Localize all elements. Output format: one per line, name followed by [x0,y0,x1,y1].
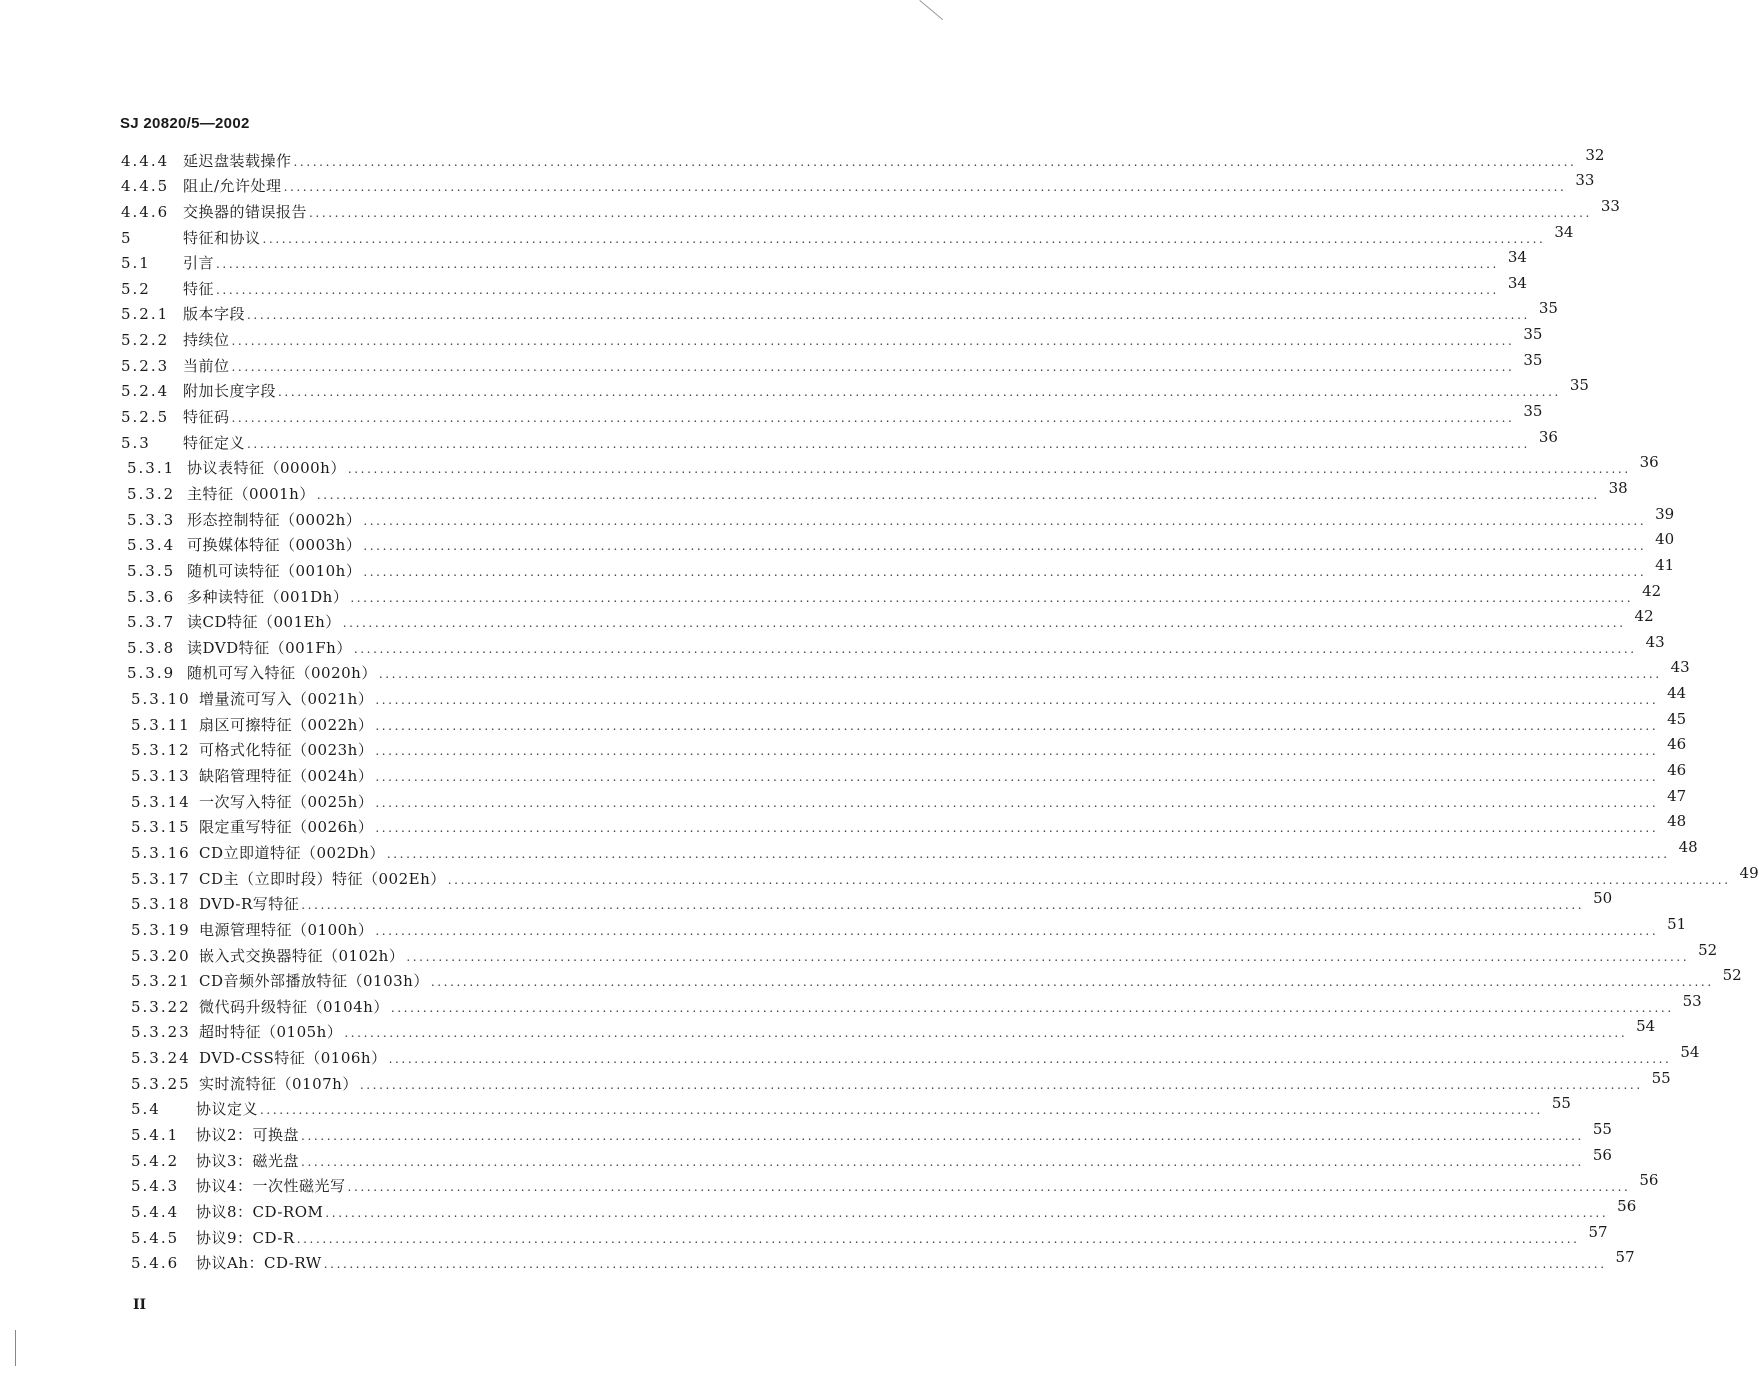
toc-entry-title: 协议8：CD-ROM [196,1202,324,1221]
table-of-contents [0,144,1759,1273]
toc-entry-page: 36 [1538,427,1558,446]
toc-entry-title: 可换媒体特征（0003h） [187,536,362,555]
toc-entry-number: 5.3.19 [131,920,191,939]
toc-entry-page: 35 [1538,299,1558,318]
toc-entry[interactable] [127,477,1628,503]
toc-entry-page: 51 [1667,914,1687,933]
toc-entry-number: 5.3.9 [127,664,176,683]
toc-entry-title: 协议4：一次性磁光写 [196,1177,346,1196]
toc-entry-title: 阻止/允许处理 [183,177,282,196]
toc-entry-number: 5.3.23 [131,1023,191,1042]
toc-dot-leader: ........................................................................................................................................................................................................ [375,795,1659,810]
toc-dot-leader: ........................................................................................................................................................................................................ [231,411,1515,426]
toc-entry-title: 协议3：磁光盘 [196,1151,300,1170]
toc-entry-page: 39 [1655,504,1675,523]
toc-entry[interactable] [121,144,1605,170]
toc-entry[interactable] [127,503,1675,529]
toc-dot-leader: ........................................................................................................................................................................................................ [247,436,1530,451]
toc-entry[interactable] [121,170,1595,196]
toc-entry[interactable] [131,1093,1571,1119]
toc-entry[interactable] [131,785,1687,811]
toc-dot-leader: ........................................................................................................................................................................................................ [344,1026,1628,1041]
toc-dot-leader: ........................................................................................................................................................................................................ [363,539,1647,554]
toc-entry-page: 50 [1593,889,1613,908]
toc-dot-leader: ........................................................................................................................................................................................................ [301,1128,1584,1143]
toc-entry-title: 版本字段 [183,305,246,324]
toc-dot-leader: ........................................................................................................................................................................................................ [262,231,1546,246]
toc-entry-title: 随机可读特征（0010h） [187,561,362,580]
toc-entry-title: 协议表特征（0000h） [187,459,346,478]
toc-entry-title: 读CD特征（001Eh） [187,613,341,632]
toc-entry[interactable] [131,1247,1635,1273]
toc-dot-leader: ........................................................................................................................................................................................................ [216,282,1499,297]
toc-entry[interactable] [131,913,1687,939]
toc-entry-title: 增量流可写入（0021h） [199,690,374,709]
toc-entry-number: 5.3.14 [131,792,191,811]
toc-entry-page: 43 [1670,658,1690,677]
toc-dot-leader: ........................................................................................................................................................................................................ [325,1205,1609,1220]
toc-entry-title: 可格式化特征（0023h） [199,741,374,760]
toc-entry-page: 34 [1554,222,1574,241]
toc-entry-number: 5 [121,228,133,247]
toc-entry-page: 52 [1698,940,1718,959]
toc-dot-leader: ........................................................................................................................................................................................................ [247,308,1530,323]
toc-entry[interactable] [121,272,1527,298]
toc-entry-page: 35 [1523,350,1543,369]
toc-entry-page: 34 [1507,273,1527,292]
toc-entry-number: 5.4.1 [131,1125,180,1144]
toc-entry-page: 48 [1667,812,1687,831]
toc-dot-leader: ........................................................................................................................................................................................................ [278,385,1561,400]
toc-dot-leader: ........................................................................................................................................................................................................ [375,693,1659,708]
scan-corner-mark [919,0,943,20]
toc-dot-leader: ........................................................................................................................................................................................................ [375,923,1659,938]
toc-entry-number: 5.3.13 [131,767,191,786]
toc-entry-page: 38 [1608,478,1628,497]
toc-entry-title: 随机可写入特征（0020h） [187,664,377,683]
toc-entry-number: 5.4 [131,1100,161,1119]
toc-entry[interactable] [131,1118,1612,1144]
toc-dot-leader: ........................................................................................................................................................................................................ [363,564,1647,579]
toc-entry-title: 读DVD特征（001Fh） [187,638,352,657]
toc-dot-leader: ........................................................................................................................................................................................................ [375,821,1659,836]
toc-entry[interactable] [131,990,1702,1016]
scan-edge-mark [15,1330,16,1366]
toc-entry-title: CD音频外部播放特征（0103h） [199,972,429,991]
toc-entry-title: 当前位 [183,356,230,375]
toc-entry[interactable] [131,1170,1659,1196]
toc-dot-leader: ........................................................................................................................................................................................................ [260,1103,1543,1118]
toc-entry-page: 42 [1642,581,1662,600]
toc-entry-title: 交换器的错误报告 [183,202,308,221]
toc-entry-page: 54 [1636,1017,1656,1036]
toc-entry-title: 扇区可擦特征（0022h） [199,715,374,734]
toc-entry-page: 36 [1639,453,1659,472]
toc-entry-page: 56 [1592,1145,1612,1164]
toc-entry-number: 5.3.10 [131,690,191,709]
toc-entry-number: 5.4.5 [131,1228,180,1247]
toc-entry-page: 42 [1634,607,1654,626]
toc-entry[interactable] [131,965,1742,991]
toc-entry[interactable] [121,221,1574,247]
toc-dot-leader: ........................................................................................................................................................................................................ [430,975,1714,990]
toc-entry[interactable] [127,631,1665,657]
toc-entry[interactable] [131,1067,1671,1093]
toc-entry-number: 5.2.4 [121,382,170,401]
page-number: II [133,1297,147,1313]
toc-entry[interactable] [121,375,1589,401]
toc-entry-number: 5.4.6 [131,1254,180,1273]
toc-entry-number: 5.4.3 [131,1177,180,1196]
toc-entry-title: 附加长度字段 [183,382,277,401]
toc-entry-title: 协议定义 [196,1100,259,1119]
toc-entry-number: 5.3.8 [127,638,176,657]
toc-entry-title: 多种读特征（001Dh） [187,587,349,606]
toc-entry-number: 5.2.5 [121,408,170,427]
toc-dot-leader: ........................................................................................................................................................................................................ [359,1077,1643,1092]
toc-entry[interactable] [121,400,1543,427]
toc-entry-number: 5.4.2 [131,1151,180,1170]
toc-dot-leader: ........................................................................................................................................................................................................ [386,846,1670,861]
toc-entry-page: 32 [1585,145,1605,164]
toc-dot-leader: ........................................................................................................................................................................................................ [447,872,1731,887]
toc-entry-number: 5.3.21 [131,972,191,991]
toc-entry[interactable] [131,862,1759,888]
toc-entry-title: 电源管理特征（0100h） [199,920,374,939]
toc-entry-page: 45 [1667,709,1687,728]
toc-entry-title: 微代码升级特征（0104h） [199,997,389,1016]
toc-entry[interactable] [131,1195,1637,1221]
toc-entry-number: 5.3.24 [131,1049,191,1068]
toc-entry-title: 延迟盘装载操作 [183,151,292,170]
toc-entry-page: 35 [1523,325,1543,344]
toc-entry[interactable] [131,734,1687,760]
toc-entry-number: 5.3.3 [127,510,176,529]
toc-entry-number: 5.2 [121,279,151,298]
toc-entry-title: 嵌入式交换器特征（0102h） [199,946,405,965]
toc-entry-title: 特征码 [183,408,230,427]
toc-dot-leader: ........................................................................................................................................................................................................ [301,898,1585,913]
toc-dot-leader: ........................................................................................................................................................................................................ [293,154,1577,169]
toc-entry[interactable] [127,554,1675,580]
toc-entry[interactable] [131,1016,1656,1042]
toc-entry[interactable] [127,580,1662,606]
toc-entry-page: 55 [1651,1068,1671,1087]
toc-entry-title: CD主（立即时段）特征（002Eh） [199,869,446,888]
toc-entry-title: 实时流特征（0107h） [199,1074,358,1093]
toc-entry-page: 55 [1551,1094,1571,1113]
toc-dot-leader: ........................................................................................................................................................................................................ [342,616,1626,631]
toc-entry[interactable] [121,247,1527,273]
toc-dot-leader: ........................................................................................................................................................................................................ [309,205,1592,220]
toc-dot-leader: ........................................................................................................................................................................................................ [388,1052,1672,1067]
document-id: SJ 20820/5—2002 [120,115,250,132]
toc-entry[interactable] [121,323,1543,350]
toc-entry-page: 52 [1722,966,1742,985]
toc-entry[interactable] [121,426,1558,452]
toc-entry-page: 43 [1645,632,1665,651]
toc-entry-title: 特征 [183,279,215,298]
toc-entry-page: 33 [1600,196,1620,215]
toc-entry[interactable] [131,708,1687,734]
toc-entry-page: 47 [1667,786,1687,805]
toc-dot-leader: ........................................................................................................................................................................................................ [216,257,1499,272]
toc-entry-page: 41 [1655,555,1675,574]
toc-entry-number: 5.3.2 [127,484,176,503]
toc-entry[interactable] [121,349,1543,375]
toc-entry-title: 协议2：可换盘 [196,1125,300,1144]
toc-entry-number: 5.3.25 [131,1074,191,1093]
toc-entry-number: 5.3.16 [131,843,191,862]
toc-entry-page: 54 [1680,1043,1700,1062]
toc-entry-page: 57 [1588,1222,1608,1241]
toc-entry-number: 5.2.3 [121,356,170,375]
toc-entry-number: 5.3.22 [131,997,191,1016]
toc-dot-leader: ........................................................................................................................................................................................................ [378,667,1662,682]
toc-entry-page: 56 [1639,1171,1659,1190]
toc-entry-number: 5.4.4 [131,1202,180,1221]
toc-dot-leader: ........................................................................................................................................................................................................ [347,462,1631,477]
toc-entry-number: 4.4.4 [121,151,170,170]
toc-entry-number: 5.3.5 [127,561,176,580]
toc-entry-title: CD立即道特征（002Dh） [199,843,385,862]
toc-dot-leader: ........................................................................................................................................................................................................ [296,1231,1580,1246]
toc-entry-title: 形态控制特征（0002h） [187,510,362,529]
toc-entry-number: 5.3.18 [131,895,191,914]
toc-entry-number: 5.1 [121,254,151,273]
toc-dot-leader: ........................................................................................................................................................................................................ [375,744,1659,759]
toc-dot-leader: ........................................................................................................................................................................................................ [231,334,1515,349]
toc-dot-leader: ........................................................................................................................................................................................................ [353,641,1637,656]
toc-entry-title: 缺陷管理特征（0024h） [199,767,374,786]
toc-entry-number: 5.3.17 [131,869,191,888]
toc-entry-page: 44 [1667,684,1687,703]
toc-entry-page: 35 [1523,402,1543,421]
toc-entry-title: 主特征（0001h） [187,484,315,503]
toc-entry-number: 5.3.1 [127,459,176,478]
toc-entry-title: DVD-R写特征 [199,895,300,914]
toc-dot-leader: ........................................................................................................................................................................................................ [390,1000,1674,1015]
toc-entry-page: 46 [1667,761,1687,780]
toc-entry-number: 5.3.11 [131,715,191,734]
toc-entry-page: 46 [1667,735,1687,754]
toc-entry[interactable] [131,682,1687,709]
toc-entry-number: 4.4.6 [121,202,170,221]
toc-dot-leader: ........................................................................................................................................................................................................ [323,1257,1607,1272]
toc-entry-page: 48 [1678,837,1698,856]
toc-dot-leader: ........................................................................................................................................................................................................ [350,590,1634,605]
toc-entry-title: 限定重写特征（0026h） [199,818,374,837]
toc-dot-leader: ........................................................................................................................................................................................................ [301,1154,1584,1169]
toc-dot-leader: ........................................................................................................................................................................................................ [406,949,1690,964]
toc-entry-title: 超时特征（0105h） [199,1023,343,1042]
toc-entry-title: 特征和协议 [183,228,261,247]
toc-entry[interactable] [127,657,1690,683]
toc-entry-page: 55 [1592,1119,1612,1138]
toc-entry[interactable] [131,811,1687,837]
toc-entry[interactable] [127,452,1659,478]
toc-entry[interactable] [131,939,1718,965]
toc-entry-page: 56 [1617,1196,1637,1215]
toc-entry-title: 协议Ah：CD-RW [196,1254,322,1273]
toc-entry-title: 一次写入特征（0025h） [199,792,374,811]
toc-entry-page: 53 [1682,991,1702,1010]
toc-entry[interactable] [131,1144,1612,1170]
toc-entry-title: 持续位 [183,331,230,350]
toc-dot-leader: ........................................................................................................................................................................................................ [363,513,1647,528]
toc-entry[interactable] [131,836,1698,862]
toc-dot-leader: ........................................................................................................................................................................................................ [347,1180,1631,1195]
toc-entry[interactable] [121,195,1620,221]
toc-entry-page: 49 [1739,863,1759,882]
toc-entry-title: 引言 [183,254,215,273]
toc-entry-title: DVD-CSS特征（0106h） [199,1049,387,1068]
toc-entry[interactable] [131,1221,1608,1247]
toc-entry-page: 57 [1615,1248,1635,1267]
toc-dot-leader: ........................................................................................................................................................................................................ [283,180,1567,195]
toc-dot-leader: ........................................................................................................................................................................................................ [375,770,1659,785]
toc-entry-number: 5.3 [121,433,151,452]
toc-entry-page: 40 [1655,530,1675,549]
toc-entry[interactable] [127,606,1654,632]
toc-entry-number: 5.3.15 [131,818,191,837]
toc-dot-leader: ........................................................................................................................................................................................................ [316,487,1600,502]
toc-entry-number: 5.3.7 [127,613,176,632]
toc-entry-number: 5.3.6 [127,587,176,606]
toc-entry[interactable] [131,759,1687,786]
toc-entry-number: 5.2.1 [121,305,170,324]
toc-entry[interactable] [131,1041,1700,1068]
toc-entry-page: 35 [1569,376,1589,395]
toc-entry[interactable] [127,529,1675,555]
toc-entry-title: 协议9：CD-R [196,1228,295,1247]
toc-entry-number: 5.3.4 [127,536,176,555]
toc-entry[interactable] [121,298,1558,324]
toc-entry-page: 34 [1507,248,1527,267]
toc-entry-number: 5.3.20 [131,946,191,965]
toc-entry-number: 5.2.2 [121,331,170,350]
toc-entry-number: 4.4.5 [121,177,170,196]
toc-entry-number: 5.3.12 [131,741,191,760]
toc-dot-leader: ........................................................................................................................................................................................................ [231,359,1515,374]
toc-entry[interactable] [131,888,1613,914]
toc-entry-title: 特征定义 [183,433,246,452]
toc-entry-page: 33 [1575,171,1595,190]
toc-dot-leader: ........................................................................................................................................................................................................ [375,718,1659,733]
